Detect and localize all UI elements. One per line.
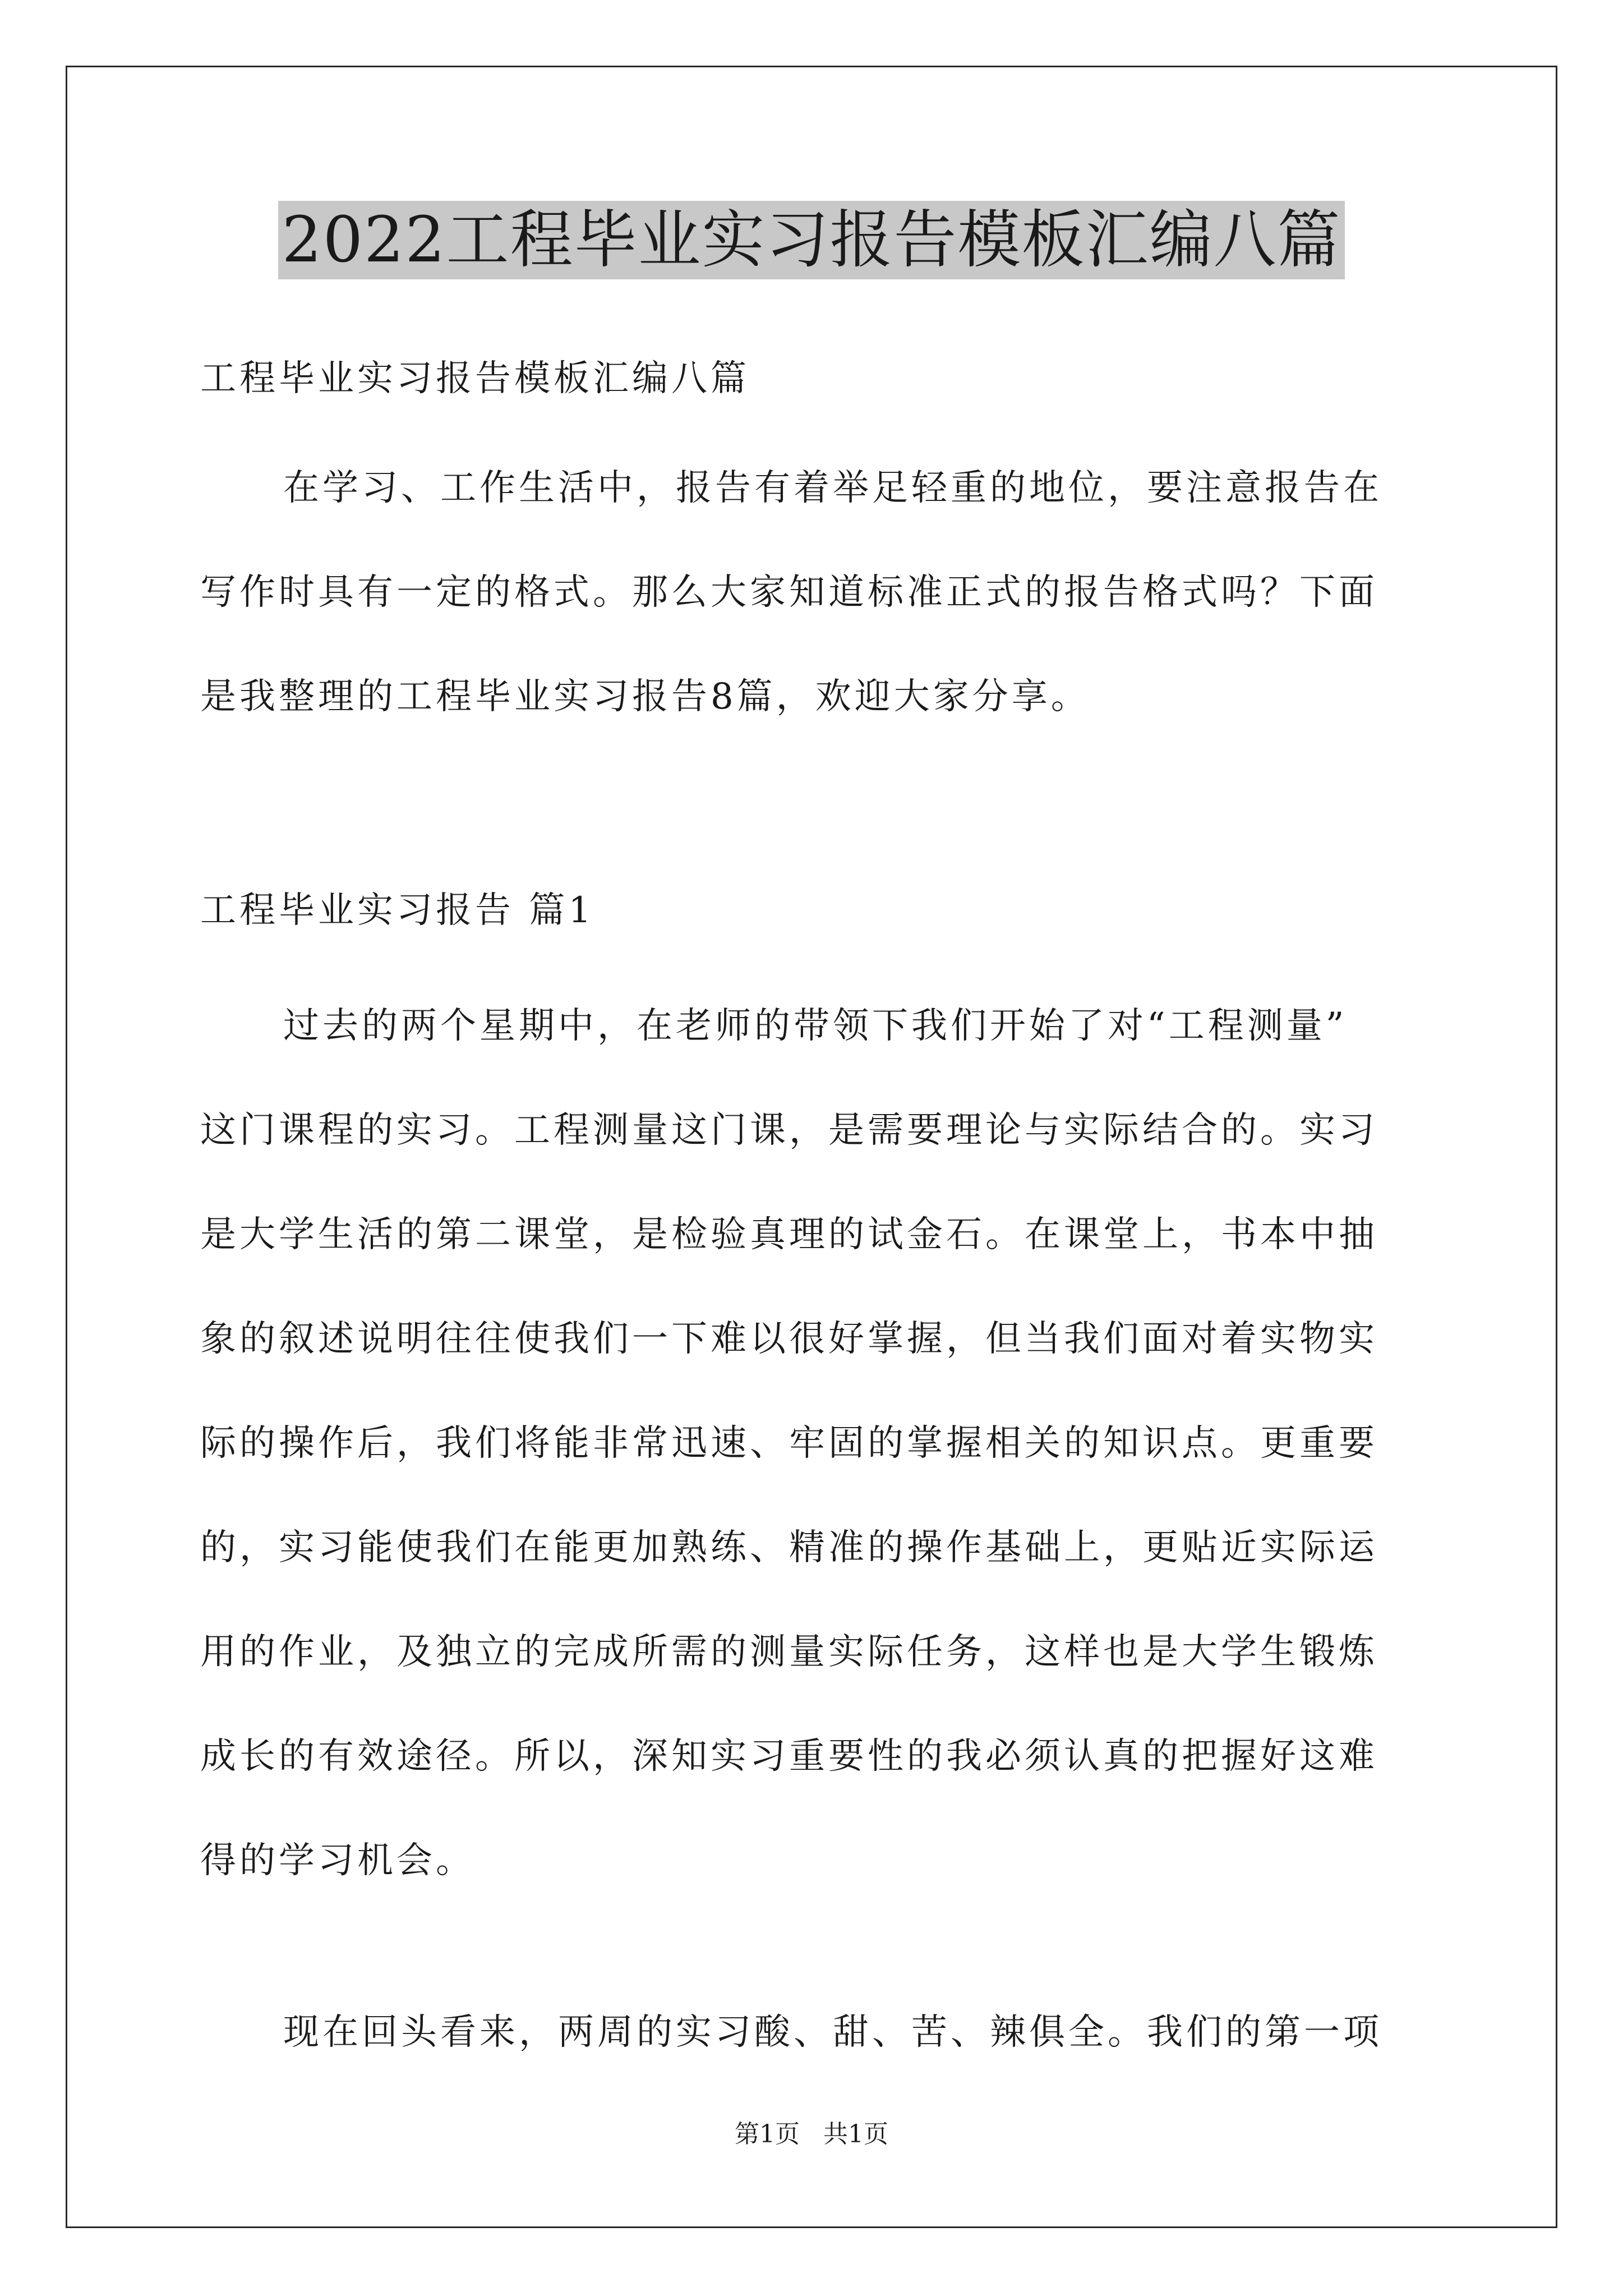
paragraph-line: 写作时具有一定的格式。那么大家知道标准正式的报告格式吗？下面 <box>200 572 1378 613</box>
body-paragraph <box>200 974 1428 1913</box>
paragraph-line: 得的学习机会。 <box>200 1840 475 1881</box>
paragraph-line: 是大学生活的第二课堂，是检验真理的试金石。在课堂上，书本中抽 <box>200 1214 1378 1255</box>
paragraph-line: 成长的有效途径。所以，深知实习重要性的我必须认真的把握好这难 <box>200 1736 1378 1777</box>
paragraph-line: 现在回头看来，两周的实习酸、甜、苦、辣俱全。我们的第一项 <box>283 2012 1382 2053</box>
paragraph-line: 过去的两个星期中，在老师的带领下我们开始了对“工程测量” <box>283 1005 1348 1047</box>
paragraph-line: 的，实习能使我们在能更加熟练、精准的操作基础上，更贴近实际运 <box>200 1527 1378 1568</box>
page-footer: 第1页 共1页 <box>735 2120 888 2148</box>
document-title: 2022工程毕业实习报告模板汇编八篇 <box>278 201 1344 279</box>
paragraph-line: 是我整理的工程毕业实习报告8篇，欢迎大家分享。 <box>200 676 1090 717</box>
title-container <box>0 201 1623 279</box>
paragraph-line: 这门课程的实习。工程测量这门课，是需要理论与实际结合的。实习 <box>200 1110 1378 1151</box>
paragraph-line: 用的作业，及独立的完成所需的测量实际任务，这样也是大学生锻炼 <box>200 1631 1378 1673</box>
paragraph-line: 际的操作后，我们将能非常迅速、牢固的掌握相关的知识点。更重要 <box>200 1423 1378 1464</box>
intro-paragraph <box>200 436 1428 749</box>
section-heading: 工程毕业实习报告 篇1 <box>200 890 595 931</box>
document-subtitle: 工程毕业实习报告模板汇编八篇 <box>200 358 750 399</box>
body-paragraph <box>200 1980 1428 2085</box>
paragraph-line: 在学习、工作生活中，报告有着举足轻重的地位，要注意报告在 <box>283 467 1382 509</box>
paragraph-line: 象的叙述说明往往使我们一下难以很好掌握，但当我们面对着实物实 <box>200 1318 1378 1360</box>
